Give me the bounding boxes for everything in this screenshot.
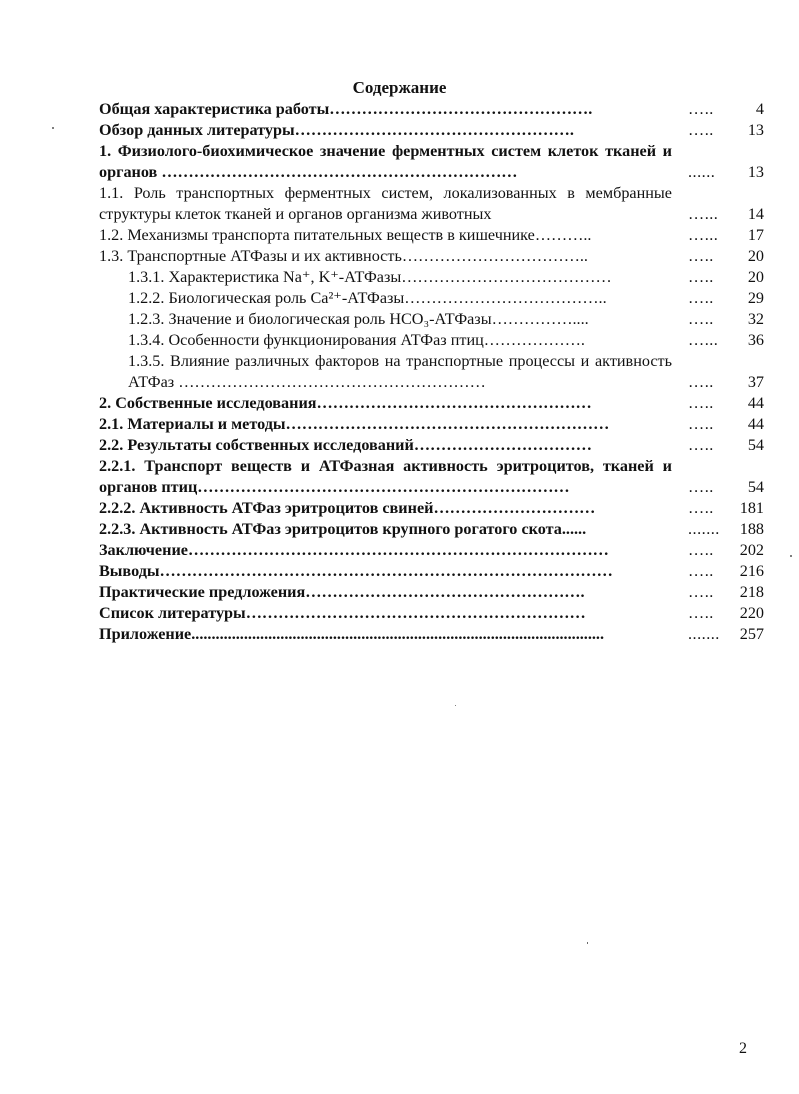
toc-entry	[99, 246, 779, 267]
scan-speck	[52, 127, 54, 129]
toc-entry-text: Список литературы………………………………………………………	[99, 604, 586, 622]
toc-entry-page: 32	[747, 310, 764, 328]
toc-entry-dots: …..	[688, 415, 714, 433]
toc-entry-page: 257	[739, 625, 764, 643]
toc-entry-dots: ......	[688, 163, 716, 181]
toc-entry-dots: …..	[688, 478, 714, 496]
toc-entry-page: 44	[747, 394, 764, 412]
toc-entry	[99, 540, 779, 561]
toc-entry-dots: …..	[688, 604, 714, 622]
toc-entry-text: 1.3.4. Особенности функционирования АТФаз птиц……………….	[128, 331, 585, 349]
toc-entry	[99, 414, 779, 435]
toc-entry	[99, 456, 779, 498]
toc-entry-text: Обзор данных литературы…………………………………………….	[99, 121, 574, 139]
toc-entry-page: 14	[747, 205, 764, 223]
toc-entry-page: 36	[747, 331, 764, 349]
toc-entry	[99, 393, 779, 414]
toc-entry-text: 2.2.3. Активность АТФаз эритроцитов крупного рогатого скота......	[99, 520, 587, 538]
toc-entry-dots: …..	[688, 268, 714, 286]
toc-entry-dots: …...	[688, 205, 719, 223]
toc-entry-text: Выводы…………………………………………………………………………	[99, 562, 613, 580]
toc-entry	[99, 582, 779, 603]
toc-entry-text: 2.2. Результаты собственных исследований……………………………	[99, 436, 592, 454]
toc-entry-dots: …..	[688, 583, 714, 601]
toc-entry-text: 2.2.2. Активность АТФаз эритроцитов свиней…………………………	[99, 499, 596, 517]
toc-entry-page: 37	[747, 373, 764, 391]
toc-entry-page: 29	[747, 289, 764, 307]
toc-entry-text: Заключение……………………………………………………………………	[99, 541, 609, 559]
toc-entry	[99, 624, 779, 645]
toc-entry	[99, 498, 779, 519]
toc-entry-dots: …..	[688, 499, 714, 517]
toc-entry-text: 1. Физиолого-биохимическое значение ферментных систем клеток тканей и органов …………………………………………………………	[99, 142, 672, 181]
toc-entry-dots: …..	[688, 562, 714, 580]
toc-entry-dots: .......	[688, 520, 720, 538]
toc-title: Содержание	[352, 78, 447, 97]
toc-entry	[99, 141, 779, 183]
toc-entry-page: 54	[747, 436, 764, 454]
toc-entry-text: Приложение......................................................................................................	[99, 625, 605, 643]
toc-entry-text: 2.1. Материалы и методы……………………………………………………	[99, 415, 610, 433]
toc-entry	[99, 288, 779, 309]
toc-entry-page: 44	[747, 415, 764, 433]
toc-entry	[99, 120, 779, 141]
toc-entry	[99, 99, 779, 120]
toc-entry-page: 4	[755, 100, 764, 118]
toc-entry	[99, 351, 779, 393]
toc-entry-dots: …..	[688, 121, 714, 139]
toc-entry-dots: …..	[688, 394, 714, 412]
toc-entry-text: 2. Собственные исследования……………………………………………	[99, 394, 592, 412]
toc-entry-text: Практические предложения…………………………………………….	[99, 583, 585, 601]
toc-entry	[99, 519, 779, 540]
toc-entry-page: 54	[747, 478, 764, 496]
toc-entry	[99, 225, 779, 246]
toc-entry-dots: …..	[688, 541, 714, 559]
toc-entry-dots: …..	[688, 436, 714, 454]
toc-entry	[99, 330, 779, 351]
toc-entry-page: 17	[747, 226, 764, 244]
toc-entry-text: 1.2.3. Значение и биологическая роль HCO₃-АТФазы……………....	[128, 310, 589, 328]
toc-entry-dots: …..	[688, 373, 714, 391]
toc-entry-text: Общая характеристика работы………………………………………….	[99, 100, 593, 118]
table-of-contents	[99, 99, 779, 645]
toc-entry-page: 220	[739, 604, 764, 622]
toc-entry	[99, 435, 779, 456]
toc-entry	[99, 267, 779, 288]
toc-entry-dots: …..	[688, 247, 714, 265]
toc-entry-text: 1.3.1. Характеристика Na⁺, K⁺-АТФазы…………………………………	[128, 268, 612, 286]
toc-entry-page: 202	[739, 541, 764, 559]
toc-entry-dots: …..	[688, 289, 714, 307]
toc-entry-page: 218	[739, 583, 764, 601]
toc-entry-page: 188	[739, 520, 764, 538]
toc-entry-page: 20	[747, 247, 764, 265]
scan-speck	[587, 942, 588, 944]
toc-entry-dots: .......	[688, 625, 720, 643]
toc-entry-text: 1.3. Транспортные АТФазы и их активность……………………………..	[99, 247, 588, 265]
toc-entry	[99, 603, 779, 624]
toc-entry-dots: …..	[688, 100, 714, 118]
toc-entry-page: 20	[747, 268, 764, 286]
toc-entry-text: 1.1. Роль транспортных ферментных систем, локализованных в мембранные структуры клеток тканей и органов организма животных	[99, 184, 672, 223]
toc-entry	[99, 309, 779, 330]
toc-entry-dots: …...	[688, 331, 719, 349]
toc-entry-page: 13	[747, 121, 764, 139]
toc-entry-text: 1.2.2. Биологическая роль Ca²⁺-АТФазы………………………………..	[128, 289, 607, 307]
toc-entry-text: 1.2. Механизмы транспорта питательных веществ в кишечнике………..	[99, 226, 592, 244]
toc-entry-dots: …..	[688, 310, 714, 328]
toc-entry-page: 13	[747, 163, 764, 181]
toc-entry-text: 1.3.5. Влияние различных факторов на транспортные процессы и активность АТФаз …………………………………………………	[128, 352, 672, 391]
toc-entry-page: 216	[739, 562, 764, 580]
page-number: 2	[739, 1040, 747, 1057]
scan-speck	[455, 705, 456, 706]
toc-entry-dots: …...	[688, 226, 719, 244]
toc-entry	[99, 183, 779, 225]
toc-entry-text: 2.2.1. Транспорт веществ и АТФазная активность эритроцитов, тканей и органов птиц……………………………………………………………	[99, 457, 672, 496]
toc-entry-page: 181	[739, 499, 764, 517]
toc-entry	[99, 561, 779, 582]
scan-speck	[790, 555, 792, 557]
